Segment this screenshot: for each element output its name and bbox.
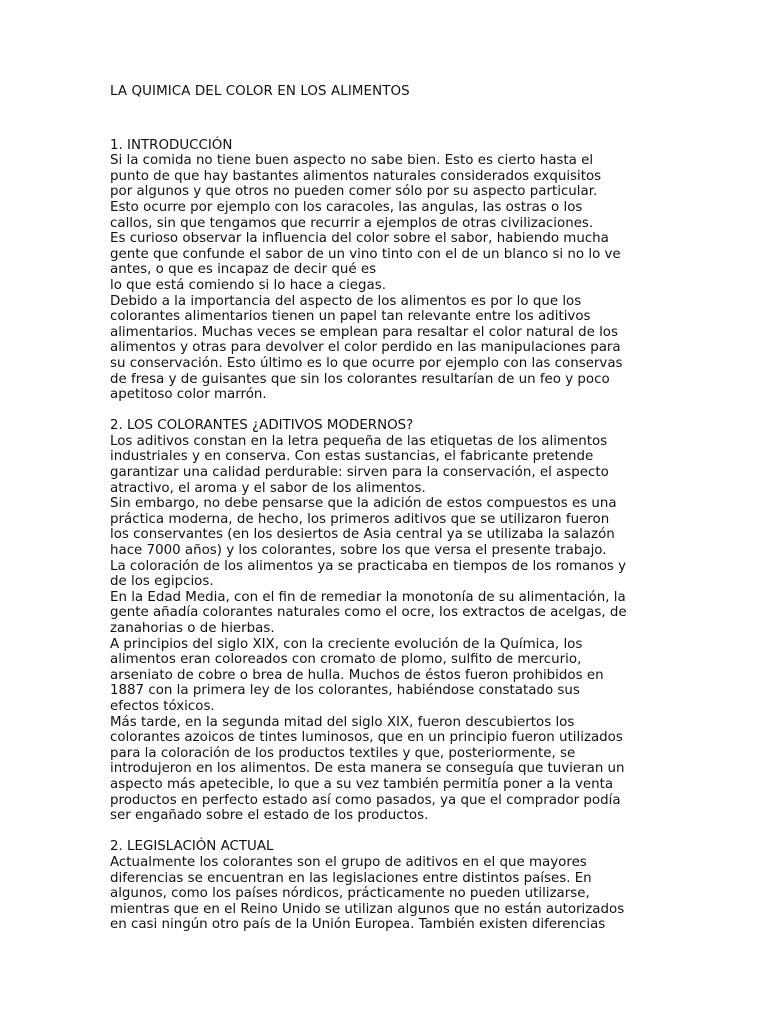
text-line: Esto ocurre por ejemplo con los caracoles, las angulas, las ostras o los [110,199,583,215]
text-line: efectos tóxicos. [110,698,215,714]
text-line: Sin embargo, no debe pensarse que la adición de estos compuestos es una [110,496,617,512]
text-line: alimentos y otras para devolver el color perdido en las manipulaciones para [110,340,621,356]
text-line: por algunos y que otros no pueden comer sólo por su aspecto particular. [110,184,598,200]
text-line: gente que confunde el sabor de un vino tinto con el de un blanco si no lo ve [110,246,621,262]
text-line: 1887 con la primera ley de los colorantes, habiéndose constatado sus [110,683,580,699]
text-line: lo que está comiendo si lo hace a ciegas. [110,277,386,293]
document-page [110,84,662,948]
text-line: Los aditivos constan en la letra pequeña de las etiquetas de los alimentos [110,433,608,449]
text-line: atractivo, el aroma y el sabor de los alimentos. [110,480,426,496]
text-line: diferencias se encuentran en las legislaciones entre distintos países. En [110,870,592,886]
text-line: de los egipcios. [110,574,214,590]
text-line: los conservantes (en los desiertos de Asia central ya se utilizaba la salazón [110,527,615,543]
text-line: su conservación. Esto último es lo que ocurre por ejemplo con las conservas [110,355,623,371]
text-line: industriales y en conserva. Con estas sustancias, el fabricante pretende [110,449,594,465]
text-line: de fresa y de guisantes que sin los colorantes resultarían de un feo y poco [110,371,610,387]
section-heading: 2. LOS COLORANTES ¿ADITIVOS MODERNOS? [110,418,414,434]
text-line: La coloración de los alimentos ya se practicaba en tiempos de los romanos y [110,558,627,574]
section-body [110,855,662,933]
text-line: alimentos eran coloreados con cromato de plomo, sulfito de mercurio, [110,652,582,668]
text-line: práctica moderna, de hecho, los primeros aditivos que se utilizaron fueron [110,511,610,527]
section-legislacion [110,839,662,933]
text-line: antes, o que es incapaz de decir qué es [110,262,377,278]
text-line: A principios del siglo XIX, con la creciente evolución de la Química, los [110,636,583,652]
text-line: zanahorias o de hierbas. [110,621,275,636]
section-introduccion [110,138,662,403]
section-heading: 2. LEGISLACIÓN ACTUAL [110,839,274,855]
text-line: introdujeron en los alimentos. De esta manera se conseguía que tuvieran un [110,761,625,777]
text-line: Debido a la importancia del aspecto de los alimentos es por lo que los [110,293,582,309]
text-line: ser engañado sobre el estado de los productos. [110,808,429,824]
text-line: callos, sin que tengamos que recurrir a ejemplos de otras civilizaciones. [110,215,594,231]
text-line: Es curioso observar la influencia del color sobre el sabor, habiendo mucha [110,231,609,247]
document-title: LA QUIMICA DEL COLOR EN LOS ALIMENTOS [110,84,410,99]
text-line: arseniato de cobre o brea de hulla. Muchos de éstos fueron prohibidos en [110,667,604,683]
section-body [110,153,662,403]
text-line: mientras que en el Reino Unido se utilizan algunos que no están autorizados [110,901,625,917]
text-line: alimentarios. Muchas veces se emplean para resaltar el color natural de los [110,324,618,340]
text-line: colorantes alimentarios tienen un papel tan relevante entre los aditivos [110,309,591,325]
text-line: en casi ningún otro país de la Unión Europea. También existen diferencias [110,917,606,933]
text-line: aspecto más apetecible, lo que a su vez también permitía poner a la venta [110,776,614,792]
section-colorantes [110,418,662,823]
text-line: colorantes azoicos de tintes luminosos, que en un principio fueron utilizados [110,730,623,746]
section-heading: 1. INTRODUCCIÓN [110,137,233,153]
section-body [110,434,662,824]
text-line: apetitoso color marrón. [110,387,267,403]
text-line: Más tarde, en la segunda mitad del siglo XIX, fueron descubiertos los [110,714,575,730]
text-line: algunos, como los países nórdicos, prácticamente no pueden utilizarse, [110,886,590,902]
text-line: En la Edad Media, con el fin de remediar la monotonía de su alimentación, la [110,589,626,605]
text-line: Actualmente los colorantes son el grupo de aditivos en el que mayores [110,854,587,870]
text-line: gente añadía colorantes naturales como el ocre, los extractos de acelgas, de [110,605,627,621]
text-line: Si la comida no tiene buen aspecto no sabe bien. Esto es cierto hasta el [110,153,594,169]
text-line: para la coloración de los productos textiles y que, posteriormente, se [110,745,576,761]
text-line: productos en perfecto estado así como pasados, ya que el comprador podía [110,792,621,808]
text-line: hace 7000 años) y los colorantes, sobre los que versa el presente trabajo. [110,543,607,559]
text-line: punto de que hay bastantes alimentos naturales considerados exquisitos [110,168,602,184]
text-line: garantizar una calidad perdurable: sirven para la conservación, el aspecto [110,465,609,481]
